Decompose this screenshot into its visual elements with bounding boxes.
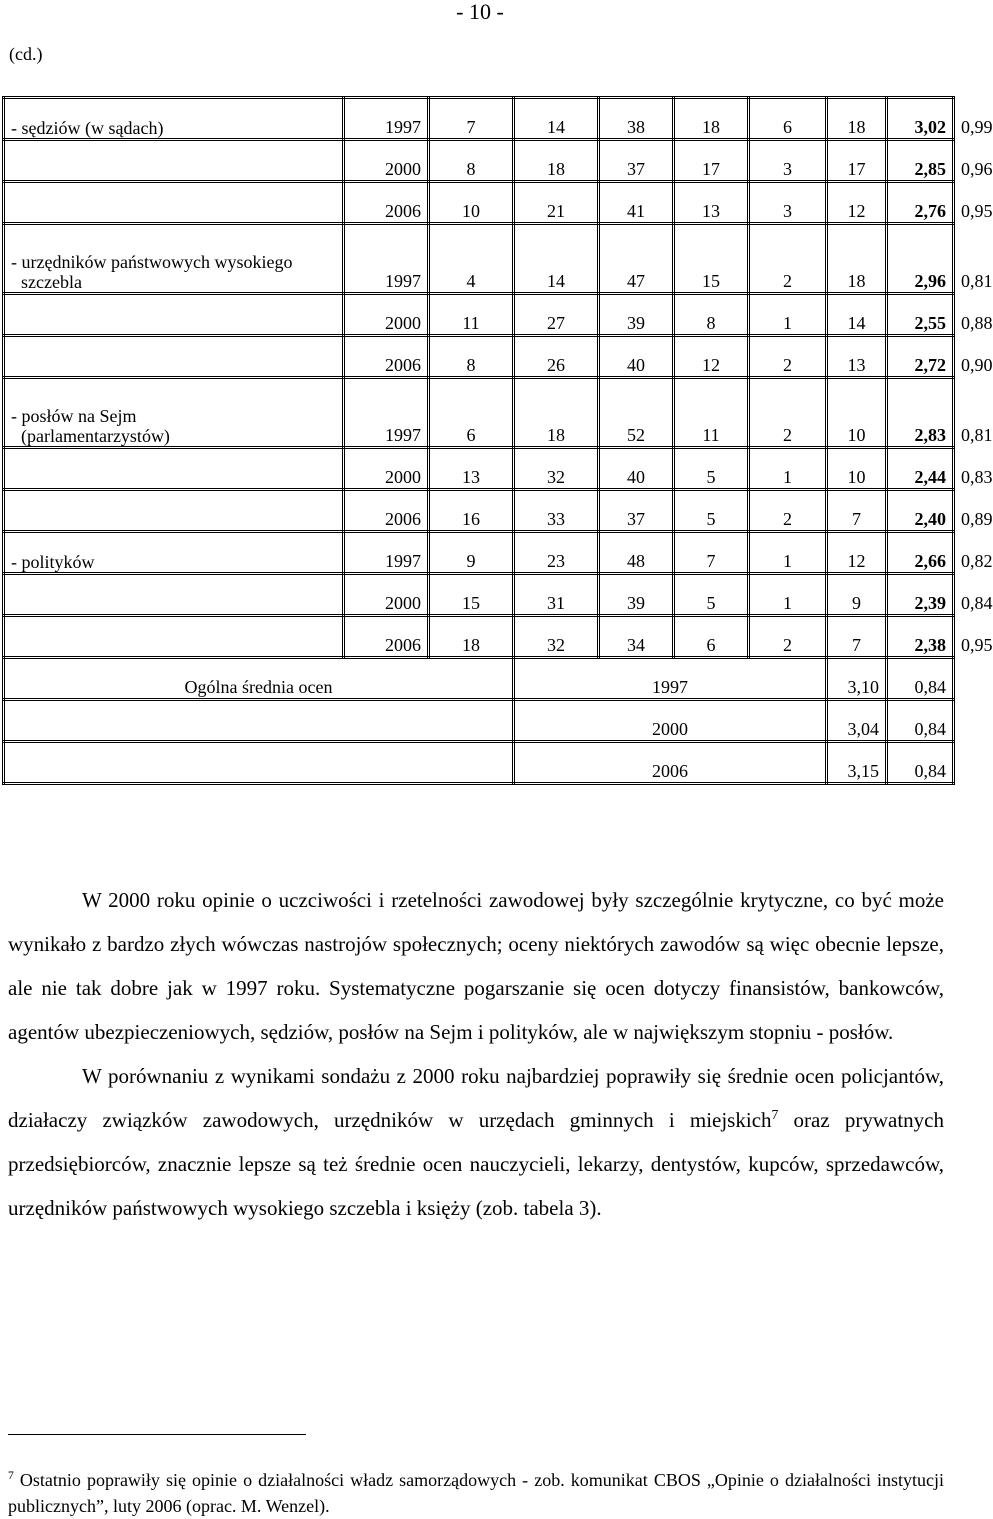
value-cell: 52 [599,378,674,448]
value-cell: 15 [674,224,749,294]
row-label [4,182,344,224]
label-line: - posłów na Sejm [11,406,137,426]
overall-sd: 0,84 [887,742,954,784]
value-cell: 18 [514,378,599,448]
value-cell: 5 [674,574,749,616]
row-label [4,98,344,140]
value-cell: 39 [599,574,674,616]
value-cell: 40 [599,336,674,378]
overall-row [4,658,954,700]
value-cell: 1 [749,532,827,574]
row-label [4,140,344,182]
row-label [4,448,344,490]
value-cell: 7 [827,616,887,658]
value-cell: 23 [514,532,599,574]
value-cell: 18 [674,98,749,140]
year-cell: 2006 [344,182,429,224]
ratings-table [2,96,993,785]
value-cell: 4 [429,224,514,294]
overall-sd: 0,84 [887,658,954,700]
value-cell: 8 [674,294,749,336]
year-cell: 1997 [344,224,429,294]
table-row: - posłów na Sejm (parlamentarzystów) 1997 6 18 52 11 2 10 2,83 0,81 [4,378,954,448]
mean-cell: 2,85 [887,140,954,182]
value-cell: 10 [827,448,887,490]
table-row: 2000 8 18 37 17 3 17 2,85 0,96 [4,140,954,182]
value-cell: 9 [429,532,514,574]
value-cell: 1 [749,574,827,616]
table-row: 2006 18 32 34 6 2 7 2,38 0,95 [4,616,954,658]
footnote-separator [8,1434,306,1435]
label-line: - polityków [11,552,95,572]
value-cell: 5 [674,448,749,490]
value-cell: 6 [429,378,514,448]
label-line: szczebla [21,272,82,292]
value-cell: 2 [749,224,827,294]
value-cell: 7 [674,532,749,574]
year-cell: 2000 [344,448,429,490]
table-row: - polityków 1997 9 23 48 7 1 12 2,66 0,82 [4,532,954,574]
year-cell: 2000 [344,294,429,336]
value-cell: 2 [749,616,827,658]
year-cell: 2006 [344,336,429,378]
value-cell: 32 [514,616,599,658]
year-cell: 2006 [344,490,429,532]
overall-year: 2000 [514,700,827,742]
value-cell: 48 [599,532,674,574]
value-cell: 39 [599,294,674,336]
table-row: - sędziów (w sądach) 1997 7 14 38 18 6 18 3,02 0,99 [4,98,954,140]
value-cell: 12 [674,336,749,378]
value-cell: 33 [514,490,599,532]
row-label [4,378,344,448]
table-row: 2000 15 31 39 5 1 9 2,39 0,84 [4,574,954,616]
value-cell: 1 [749,448,827,490]
row-label [4,224,344,294]
mean-cell: 3,02 [887,98,954,140]
value-cell: 13 [827,336,887,378]
table-row: 2000 13 32 40 5 1 10 2,44 0,83 [4,448,954,490]
row-label [4,294,344,336]
value-cell: 37 [599,140,674,182]
value-cell: 8 [429,140,514,182]
page-number: - 10 - [456,0,504,24]
mean-cell: 2,72 [887,336,954,378]
value-cell: 17 [827,140,887,182]
overall-mean: 3,15 [827,742,887,784]
value-cell: 10 [429,182,514,224]
year-cell: 2000 [344,140,429,182]
footnote-text: Ostatnio poprawiły się opinie o działalności władz samorządowych - zob. komunikat CBOS „Opinie o działalności instytucji publicznych”, luty 2006 (oprac. M. Wenzel). [8,1470,944,1516]
value-cell: 15 [429,574,514,616]
row-label [4,574,344,616]
overall-row [4,700,954,742]
year-cell: 1997 [344,98,429,140]
value-cell: 6 [674,616,749,658]
value-cell: 11 [674,378,749,448]
row-label [4,490,344,532]
mean-cell: 2,40 [887,490,954,532]
value-cell: 2 [749,336,827,378]
value-cell: 16 [429,490,514,532]
value-cell: 26 [514,336,599,378]
value-cell: 47 [599,224,674,294]
value-cell: 9 [827,574,887,616]
paragraph-2: W porównaniu z wynikami sondażu z 2000 roku najbardziej poprawiły się średnie ocen policjantów, działaczy związków zawodowych, urzędników w urzędach gminnych i miejskich$^7$ oraz prywatnych przedsiębiorców, znacznie lepsze są też średnie ocen nauczycieli, lekarzy, dentystów, kupców, sprzedawców, urzędników państwowych wysokiego szczebla i księży (zob. tabela 3). [8,1064,944,1220]
value-cell: 18 [514,140,599,182]
mean-cell: 2,66 [887,532,954,574]
value-cell: 2 [749,490,827,532]
value-cell: 6 [749,98,827,140]
footnote-mark: 7 [8,1468,14,1482]
value-cell: 17 [674,140,749,182]
body-text [8,878,944,1230]
table-row: 2006 16 33 37 5 2 7 2,40 0,89 [4,490,954,532]
overall-sd: 0,84 [887,700,954,742]
table-row: 2006 10 21 41 13 3 12 2,76 0,95 [4,182,954,224]
row-label [4,336,344,378]
value-cell: 5 [674,490,749,532]
value-cell: 21 [514,182,599,224]
row-label [4,532,344,574]
value-cell: 3 [749,182,827,224]
label-line: (parlamentarzystów) [21,426,170,446]
table-row: 2000 11 27 39 8 1 14 2,55 0,88 [4,294,954,336]
value-cell: 13 [429,448,514,490]
year-cell: 2006 [344,616,429,658]
value-cell: 7 [827,490,887,532]
mean-cell: 2,39 [887,574,954,616]
overall-label [4,742,514,784]
value-cell: 27 [514,294,599,336]
value-cell: 10 [827,378,887,448]
value-cell: 37 [599,490,674,532]
value-cell: 41 [599,182,674,224]
overall-label: Ogólna średnia ocen [4,658,514,700]
value-cell: 8 [429,336,514,378]
mean-cell: 2,38 [887,616,954,658]
year-cell: 1997 [344,532,429,574]
value-cell: 31 [514,574,599,616]
value-cell: 11 [429,294,514,336]
mean-cell: 2,44 [887,448,954,490]
label-line: - urzędników państwowych wysokiego [11,252,293,272]
footnote-ref: 7 [771,1106,779,1122]
value-cell: 34 [599,616,674,658]
year-cell: 1997 [344,378,429,448]
overall-mean: 3,10 [827,658,887,700]
value-cell: 32 [514,448,599,490]
value-cell: 3 [749,140,827,182]
table-row: - urzędników państwowych wysokiego szczebla 1997 4 14 47 15 2 18 2,96 0,81 [4,224,954,294]
value-cell: 40 [599,448,674,490]
overall-year: 1997 [514,658,827,700]
mean-cell: 2,96 [887,224,954,294]
value-cell: 38 [599,98,674,140]
value-cell: 18 [827,98,887,140]
value-cell: 13 [674,182,749,224]
mean-cell: 2,76 [887,182,954,224]
value-cell: 7 [429,98,514,140]
mean-cell: 2,83 [887,378,954,448]
overall-year: 2006 [514,742,827,784]
year-cell: 2000 [344,574,429,616]
label-line: - sędziów (w sądach) [11,118,164,138]
value-cell: 14 [514,224,599,294]
value-cell: 18 [827,224,887,294]
footnote [8,1467,944,1519]
value-cell: 1 [749,294,827,336]
table-row: 2006 8 26 40 12 2 13 2,72 0,90 [4,336,954,378]
overall-mean: 3,04 [827,700,887,742]
row-label [4,616,344,658]
value-cell: 12 [827,182,887,224]
overall-label [4,700,514,742]
mean-cell: 2,55 [887,294,954,336]
value-cell: 2 [749,378,827,448]
value-cell: 12 [827,532,887,574]
value-cell: 18 [429,616,514,658]
continued-label: (cd.) [9,44,43,64]
overall-row [4,742,954,784]
value-cell: 14 [514,98,599,140]
paragraph-1: W 2000 roku opinie o uczciwości i rzetelności zawodowej były szczególnie krytyczne, co być może wynikało z bardzo złych wówczas nastrojów społecznych; oceny niektórych zawodów są więc obecnie lepsze, ale nie tak dobre jak w 1997 roku. Systematyczne pogarszanie się ocen dotyczy finansistów, bankowców, agentów ubezpieczeniowych, sędziów, posłów na Sejm i polityków, ale w największym stopniu - posłów. [8,888,944,1044]
value-cell: 14 [827,294,887,336]
